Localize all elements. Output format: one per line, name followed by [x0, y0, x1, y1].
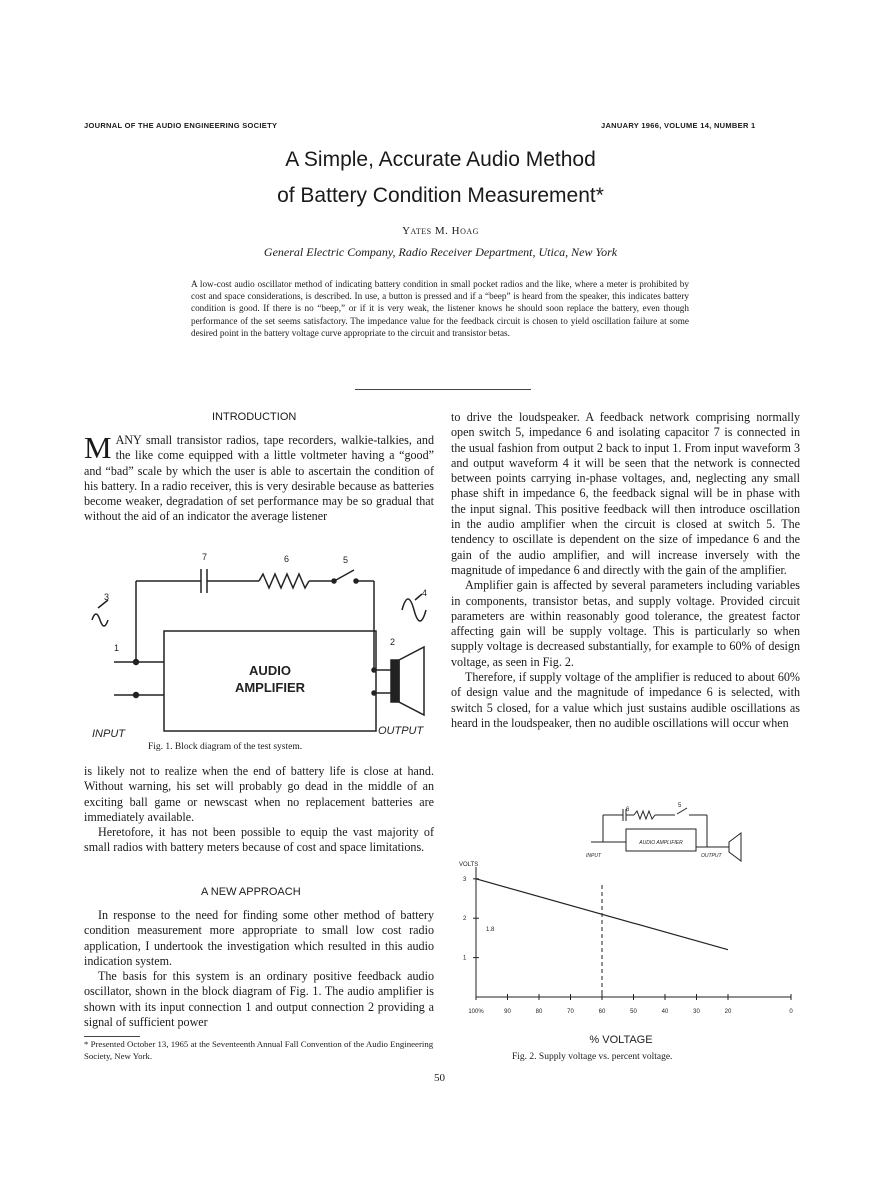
- introduction-heading: INTRODUCTION: [212, 411, 297, 423]
- output-label: OUTPUT: [378, 725, 424, 737]
- inset-amplifier-label: AUDIO AMPLIFIER: [639, 840, 683, 846]
- x-tick-label: 40: [661, 1009, 669, 1015]
- inset-output-label: OUTPUT: [701, 853, 722, 859]
- x-axis-label: % VOLTAGE: [589, 1034, 653, 1046]
- intro-paragraph-2: Heretofore, it has not been possible to equip the vast majority of small radios with battery meters because of cost and space limitations.: [84, 825, 434, 855]
- affiliation: General Electric Company, Radio Receiver Department, Utica, New York: [263, 245, 618, 259]
- new-approach-paragraph-2: The basis for this system is an ordinary positive feedback audio oscillator, shown in the block diagram of Fig. 1. The audio amplifier is shown with its input connection 1 and output connection 2 providing a signal of sufficient power: [84, 969, 434, 1030]
- x-tick-label: 0: [789, 1009, 793, 1015]
- new-approach-paragraph-1: In response to the need for finding some other method of battery condition measurement more appropriate to small low cost radio application, I undertook the investigation which resulted in this audio indication system.: [84, 908, 434, 968]
- inset-input-label: INPUT: [586, 853, 601, 859]
- marker-value-label: 1.8: [486, 927, 495, 933]
- intro-paragraph-continued: [84, 764, 434, 856]
- y-tick-label: 3: [463, 876, 467, 883]
- intro-paragraph-1: [84, 430, 434, 525]
- figure-1-diagram: [84, 548, 444, 758]
- inset-label-5: 5: [678, 803, 682, 809]
- author: Yates M. Hoag: [402, 225, 479, 237]
- amplifier-label-1: AUDIO: [249, 663, 291, 678]
- label-5: 5: [343, 555, 349, 565]
- right-column-text: [451, 410, 800, 731]
- label-4: 4: [422, 588, 428, 598]
- page-number: 50: [434, 1072, 445, 1084]
- right-paragraph-1: to drive the loudspeaker. A feedback network comprising normally open switch 5, impedance 6 and isolating capacitor 7 is connected in the usual fashion from output 2 back to input 1. From input waveform 3 and output waveform 4 it will be seen that the network is connected between points carrying in-phase voltages, and, neglecting any small phase shift in impedance 6, the feedback signal will be in phase with the input signal. This positive feedback will then introduce oscillation in the audio amplifier when the circuit is closed at switch 5. The tendency to oscillate is dependent on the size of impedance 6 and the gain of the audio amplifier, and will increase inversely with the magnitude of impedance 6 and directly with the gain of the amplifier.: [451, 410, 800, 577]
- label-7: 7: [202, 552, 208, 562]
- label-6: 6: [284, 554, 290, 564]
- new-approach-heading: A NEW APPROACH: [201, 886, 301, 898]
- drop-cap: M: [84, 430, 112, 465]
- x-tick-label: 50: [630, 1009, 637, 1015]
- figure-2-chart: [451, 795, 806, 1065]
- new-approach-text: [84, 908, 434, 1030]
- x-tick-label: 70: [567, 1009, 574, 1015]
- page-title-line1: A Simple, Accurate Audio Method: [285, 148, 596, 171]
- intro-text-part1: ANY small transistor radios, tape recorders, walkie-talkies, and the like come equipped with a little voltmeter having a “good” and “bad” scale by which the user is able to ascertain the condition of his battery. In a radio receiver, this is very desirable because as batteries become weaker, degradation of set performance may be so gradual that without the aid of an indicator the average listener: [84, 433, 434, 524]
- issue-header: JANUARY 1966, VOLUME 14, NUMBER 1: [601, 121, 756, 130]
- footnote: * Presented October 13, 1965 at the Seventeenth Annual Fall Convention of the Audio Engineering Society, New York.: [84, 1039, 434, 1061]
- label-1: 1: [114, 643, 120, 653]
- x-tick-label: 90: [504, 1009, 511, 1015]
- footnote-rule: [84, 1036, 140, 1037]
- figure-1-caption: Fig. 1. Block diagram of the test system.: [148, 742, 303, 752]
- y-tick-label: 1: [463, 955, 467, 962]
- x-tick-label: 30: [693, 1009, 700, 1015]
- x-tick-label: 80: [535, 1009, 543, 1015]
- label-3: 3: [104, 592, 110, 602]
- label-2: 2: [390, 637, 396, 647]
- intro-text-part2: is likely not to realize when the end of battery life is close at hand. Without warning, his set will probably go dead in the middle of an exciting ball game or newscast when no replacement batteries are immediately available.: [84, 764, 434, 824]
- separator-rule: [355, 389, 531, 390]
- y-axis-label: VOLTS: [459, 862, 479, 868]
- input-label: INPUT: [92, 728, 125, 740]
- page-title-line2: of Battery Condition Measurement*: [277, 184, 604, 207]
- journal-header: JOURNAL OF THE AUDIO ENGINEERING SOCIETY: [84, 121, 278, 130]
- amplifier-label-2: AMPLIFIER: [234, 680, 306, 695]
- x-tick-label: 20: [724, 1009, 732, 1015]
- x-tick-label: 100%: [468, 1009, 484, 1015]
- abstract: A low-cost audio oscillator method of indicating battery condition in small pocket radios and the like, where a meter is prohibited by cost and space considerations, is described. In use, a button is pressed and if a “beep” is heard from the speaker, this indicates battery condition is good. If there is no “beep,” or if it is very weak, the listener knows he should soon replace the battery, even though performance of the set seems satisfactory. The impedance value for the feedback circuit is chosen to yield oscillation failure at some desired point in the battery voltage curve appropriate to the circuit and transistor betas.: [191, 279, 689, 338]
- plot-area: [463, 867, 793, 1015]
- y-tick-label: 2: [463, 916, 467, 923]
- x-tick-label: 60: [598, 1009, 606, 1015]
- figure-2-caption: Fig. 2. Supply voltage vs. percent voltage.: [512, 1052, 673, 1062]
- right-paragraph-3: Therefore, if supply voltage of the amplifier is reduced to about 60% of design value and the magnitude of impedance 6 is selected, with switch 5 closed, for a value which just sustains audible oscillations as heard in the loudspeaker, then no audible oscillations will occur when: [451, 670, 800, 730]
- inset-label-6: 6: [626, 807, 630, 813]
- right-paragraph-2: Amplifier gain is affected by several parameters including variables in components, transistor betas, and supply voltage. Provided circuit parameters are within reasonably good tolerance, the greatest factor affecting gain will be supply voltage. This is particularly so when supply voltage is decreased substantially, for example to 60% of design voltage, as seen in Fig. 2.: [451, 578, 800, 669]
